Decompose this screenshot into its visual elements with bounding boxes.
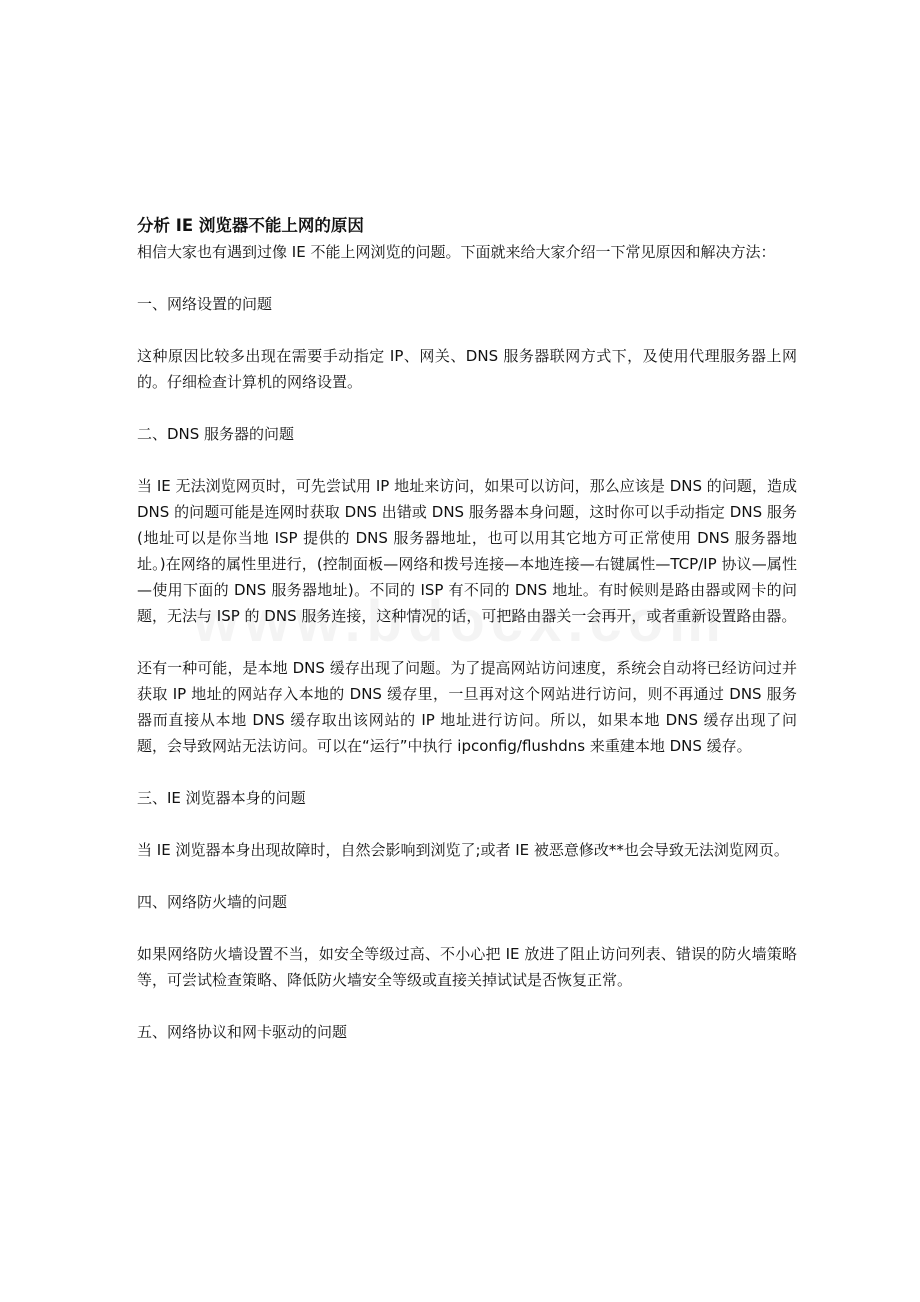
section-heading-protocol-driver: 五、网络协议和网卡驱动的问题 bbox=[137, 1023, 348, 1041]
document-title: 分析 IE 浏览器不能上网的原因 bbox=[137, 216, 364, 235]
intro-paragraph: 相信大家也有遇到过像 IE 不能上网浏览的问题。下面就来给大家介绍一下常见原因和解决方法： bbox=[137, 243, 776, 261]
section-heading-firewall: 四、网络防火墙的问题 bbox=[137, 893, 288, 911]
section-paragraph: 还有一种可能，是本地 DNS 缓存出现了问题。为了提高网站访问速度，系统会自动将已经访问过并获取 IP 地址的网站存入本地的 DNS 缓存里，一旦再对这个网站进行访问，则不再通过 DNS 服务器而直接从本地 DNS 缓存取出该网站的 IP 地址进行访问。所以，如果本地 DNS 缓存出现了问题，会导致网站无法访问。可以在“运行”中执行 ipconfig/flushdns 来重建本地 DNS 缓存。 bbox=[137, 659, 797, 755]
section-heading-dns-server: 二、DNS 服务器的问题 bbox=[137, 425, 295, 443]
document-body bbox=[137, 216, 797, 1045]
section-heading-ie-browser: 三、IE 浏览器本身的问题 bbox=[137, 789, 306, 807]
section-paragraph: 当 IE 无法浏览网页时，可先尝试用 IP 地址来访问，如果可以访问，那么应该是 DNS 的问题，造成 DNS 的问题可能是连网时获取 DNS 出错或 DNS 服务器本身问题，这时你可以手动指定 DNS 服务(地址可以是你当地 ISP 提供的 DNS 服务器地址，也可以用其它地方可正常使用 DNS 服务器地址。)在网络的属性里进行，(控制面板—网络和拨号连接—本地连接—右键属性—TCP/IP 协议—属性—使用下面的 DNS 服务器地址)。不同的 ISP 有不同的 DNS 地址。有时候则是路由器或网卡的问题，无法与 ISP 的 DNS 服务连接，这种情况的话，可把路由器关一会再开，或者重新设置路由器。 bbox=[137, 477, 797, 625]
section-heading-network-settings: 一、网络设置的问题 bbox=[137, 295, 273, 313]
section-paragraph: 当 IE 浏览器本身出现故障时，自然会影响到浏览了;或者 IE 被恶意修改**也会导致无法浏览网页。 bbox=[137, 841, 789, 859]
section-paragraph: 如果网络防火墙设置不当，如安全等级过高、不小心把 IE 放进了阻止访问列表、错误的防火墙策略等，可尝试检查策略、降低防火墙安全等级或直接关掉试试是否恢复正常。 bbox=[137, 945, 797, 989]
section-paragraph: 这种原因比较多出现在需要手动指定 IP、网关、DNS 服务器联网方式下，及使用代理服务器上网的。仔细检查计算机的网络设置。 bbox=[137, 347, 797, 391]
